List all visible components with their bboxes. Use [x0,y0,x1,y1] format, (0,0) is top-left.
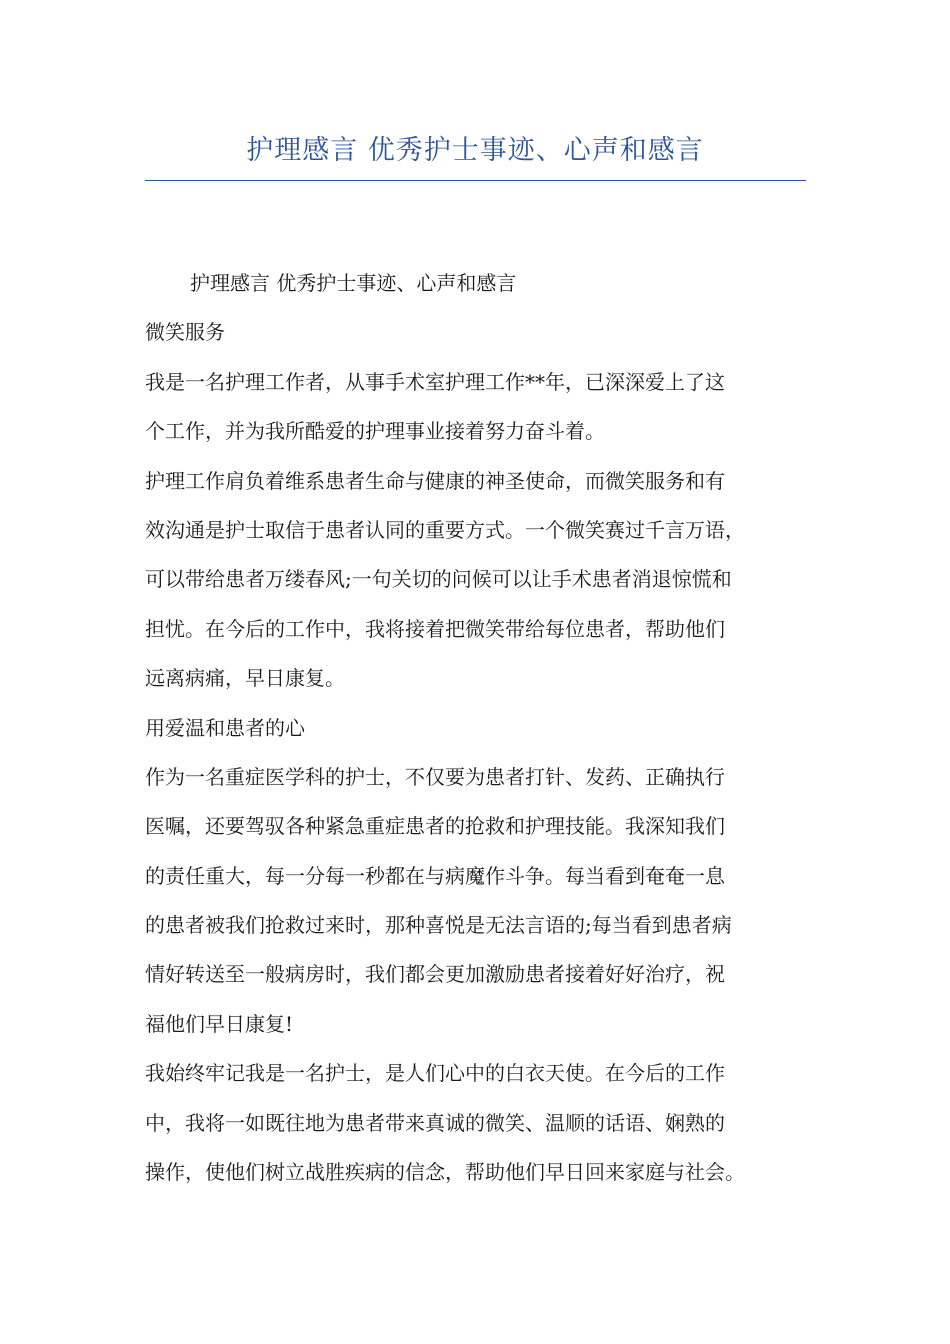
body-subtitle: 护理感言 优秀护士事迹、心声和感言 [190,271,517,295]
paragraph-line: 的责任重大，每一分每一秒都在与病魔作斗争。每当看到奄奄一息 [145,863,725,888]
paragraph-line: 情好转送至一般病房时，我们都会更加激励患者接着好好治疗，祝 [145,962,725,987]
paragraph-line: 操作，使他们树立战胜疾病的信念，帮助他们早日回来家庭与社会。 [145,1160,745,1185]
paragraph-line: 福他们早日康复! [145,1011,294,1036]
paragraph-line: 担忧。在今后的工作中，我将接着把微笑带给每位患者，帮助他们 [145,616,725,641]
paragraph-line: 作为一名重症医学科的护士，不仅要为患者打针、发药、正确执行 [145,764,725,789]
paragraph-line: 我始终牢记我是一名护士，是人们心中的白衣天使。在今后的工作 [145,1061,725,1086]
paragraph-line: 医嘱，还要驾驭各种紧急重症患者的抢救和护理技能。我深知我们 [145,814,725,839]
title-underline [145,180,806,181]
paragraph-line: 护理工作肩负着维系患者生命与健康的神圣使命，而微笑服务和有 [145,468,725,493]
paragraph-line: 可以带给患者万缕春风;一句关切的问候可以让手术患者消退惊慌和 [145,567,732,592]
paragraph-line: 效沟通是护士取信于患者认同的重要方式。一个微笑赛过千言万语， [145,517,745,542]
paragraph-line: 我是一名护理工作者，从事手术室护理工作**年，已深深爱上了这 [145,369,725,394]
section-heading-warm-hearts: 用爱温和患者的心 [145,715,305,740]
document-title: 护理感言 优秀护士事迹、心声和感言 [246,135,704,166]
paragraph-line: 远离病痛，早日康复。 [145,666,345,691]
section-heading-smile-service: 微笑服务 [145,320,225,345]
paragraph-line: 的患者被我们抢救过来时，那种喜悦是无法言语的;每当看到患者病 [145,913,732,938]
paragraph-line: 个工作，并为我所酷爱的护理事业接着努力奋斗着。 [145,419,605,444]
document-body [145,259,835,1197]
paragraph-line: 中，我将一如既往地为患者带来真诚的微笑、温顺的话语、娴熟的 [145,1110,725,1135]
